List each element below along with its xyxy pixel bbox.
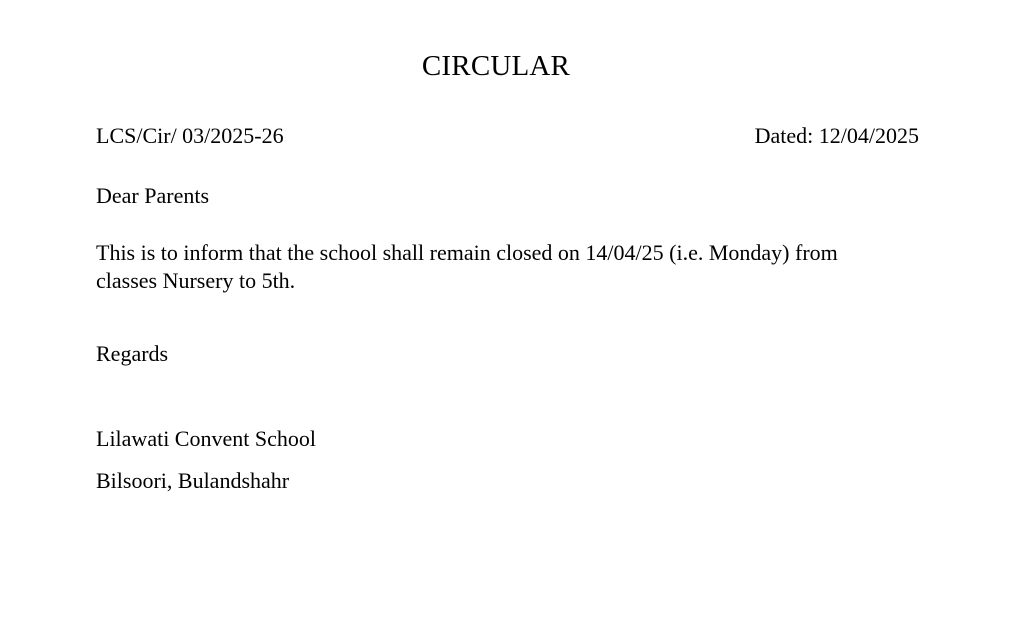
body-paragraph [96,239,956,295]
salutation: Dear Parents [96,183,210,208]
body-line-2: classes Nursery to 5th. [96,268,296,293]
reference-number: LCS/Cir/ 03/2025-26 [96,123,284,148]
school-address: Bilsoori, Bulandshahr [96,468,290,493]
school-name: Lilawati Convent School [96,426,316,451]
closing-regards: Regards [96,341,169,366]
body-line-1: This is to inform that the school shall remain closed on 14/04/25 (i.e. Monday) from [96,240,838,265]
reference-row [96,122,919,150]
document-title: CIRCULAR [421,50,571,82]
date-label: Dated: 12/04/2025 [754,123,919,148]
